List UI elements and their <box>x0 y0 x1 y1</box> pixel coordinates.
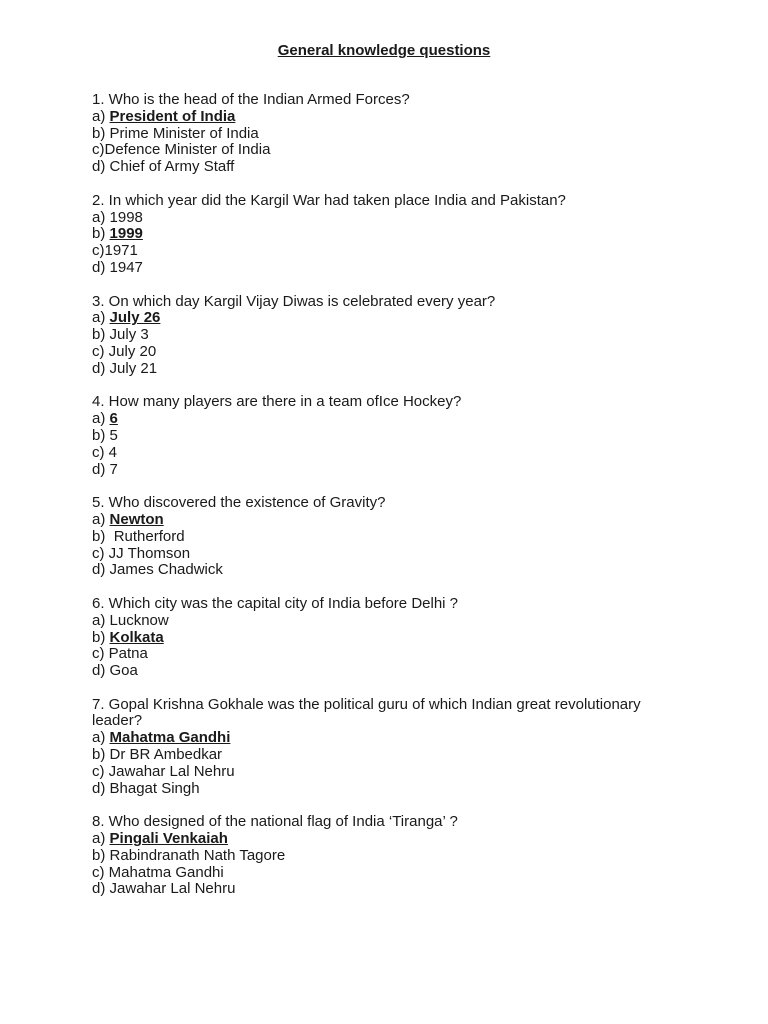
option-text: Defence Minister of India <box>104 141 271 159</box>
option-letter: b) <box>92 527 114 545</box>
answer-option <box>92 428 672 445</box>
answer-option <box>92 411 672 428</box>
answer-option <box>92 445 672 462</box>
question-block <box>92 92 672 176</box>
option-letter: b) <box>92 426 110 444</box>
answer-option <box>92 310 672 327</box>
option-letter: a) <box>92 729 110 747</box>
option-text: 7 <box>109 460 118 478</box>
answer-option <box>92 613 672 630</box>
option-letter: a) <box>92 510 110 528</box>
answer-option <box>92 142 672 159</box>
option-text: JJ Thomson <box>108 544 191 562</box>
answer-option <box>92 848 672 865</box>
option-letter: d) <box>92 359 110 377</box>
question-text: 8. Who designed of the national flag of India ‘Tiranga’ ? <box>92 813 458 831</box>
answer-option <box>92 646 672 663</box>
option-letter: d) <box>92 258 110 276</box>
question-text: 2. In which year did the Kargil War had taken place India and Pakistan? <box>92 191 566 209</box>
answer-option <box>92 562 672 579</box>
option-letter: c) <box>92 443 109 461</box>
option-text: Jawahar Lal Nehru <box>109 880 236 898</box>
question-block <box>92 697 672 798</box>
answer-option <box>92 512 672 529</box>
answer-option <box>92 226 672 243</box>
question-block <box>92 596 672 680</box>
option-letter: a) <box>92 410 110 428</box>
option-text: Lucknow <box>109 611 169 629</box>
option-text: Rutherford <box>113 527 185 545</box>
option-letter: b) <box>92 225 110 243</box>
answer-option <box>92 529 672 546</box>
answer-option <box>92 159 672 176</box>
answer-option <box>92 781 672 798</box>
question-block <box>92 814 672 898</box>
option-letter: a) <box>92 830 110 848</box>
answer-option <box>92 126 672 143</box>
option-text: Goa <box>109 662 138 680</box>
question-text: 4. How many players are there in a team ofIce Hockey? <box>92 393 462 411</box>
document-title: General knowledge questions <box>277 42 491 59</box>
correct-answer-text: Pingali Venkaiah <box>109 830 228 848</box>
question-block <box>92 193 672 277</box>
answer-option <box>92 546 672 563</box>
option-text: Chief of Army Staff <box>109 158 235 176</box>
option-letter: c) <box>92 544 109 562</box>
answer-option <box>92 630 672 647</box>
answer-option <box>92 109 672 126</box>
option-text: 4 <box>108 443 118 461</box>
correct-answer-text: Kolkata <box>109 628 164 646</box>
option-letter: a) <box>92 309 110 327</box>
answer-option <box>92 747 672 764</box>
option-text: Dr BR Ambedkar <box>109 746 223 764</box>
option-text: Patna <box>108 645 148 663</box>
correct-answer-text: President of India <box>109 107 236 125</box>
option-letter: b) <box>92 846 110 864</box>
answer-option <box>92 764 672 781</box>
option-letter: a) <box>92 107 110 125</box>
answer-option <box>92 243 672 260</box>
correct-answer-text: Mahatma Gandhi <box>109 729 231 747</box>
option-text: Prime Minister of India <box>109 124 259 142</box>
option-text: July 3 <box>109 326 149 344</box>
question-block <box>92 394 672 478</box>
answer-option <box>92 462 672 479</box>
option-letter: d) <box>92 561 110 579</box>
answer-option <box>92 327 672 344</box>
answer-option <box>92 344 672 361</box>
answer-option <box>92 865 672 882</box>
option-letter: d) <box>92 158 110 176</box>
option-letter: d) <box>92 460 110 478</box>
question-list <box>92 92 672 915</box>
question-text: 3. On which day Kargil Vijay Diwas is celebrated every year? <box>92 292 496 310</box>
option-letter: a) <box>92 611 110 629</box>
correct-answer-text: July 26 <box>109 309 161 327</box>
option-letter: c) <box>92 762 109 780</box>
question-text: 1. Who is the head of the Indian Armed Forces? <box>92 91 410 108</box>
option-letter: b) <box>92 628 110 646</box>
answer-option <box>92 831 672 848</box>
option-letter: d) <box>92 662 110 680</box>
answer-option <box>92 730 672 747</box>
option-text: Bhagat Singh <box>109 779 200 797</box>
answer-option <box>92 260 672 277</box>
question-text: 6. Which city was the capital city of India before Delhi ? <box>92 594 459 612</box>
answer-option <box>92 881 672 898</box>
option-text: Jawahar Lal Nehru <box>108 762 235 780</box>
option-letter: d) <box>92 779 110 797</box>
correct-answer-text: 1999 <box>109 225 143 243</box>
option-letter: b) <box>92 326 110 344</box>
option-text: July 20 <box>108 342 157 360</box>
option-text: Mahatma Gandhi <box>108 863 224 881</box>
option-text: 1971 <box>104 242 138 260</box>
option-letter: b) <box>92 746 110 764</box>
option-letter: d) <box>92 880 110 898</box>
question-block <box>92 294 672 378</box>
correct-answer-text: 6 <box>109 410 118 428</box>
answer-option <box>92 210 672 227</box>
answer-option <box>92 361 672 378</box>
option-letter: b) <box>92 124 110 142</box>
option-text: 5 <box>109 426 118 444</box>
option-text: 1947 <box>109 258 143 276</box>
option-text: Rabindranath Nath Tagore <box>109 846 286 864</box>
option-text: 1998 <box>109 208 143 226</box>
question-text: 5. Who discovered the existence of Gravity? <box>92 494 386 512</box>
option-text: James Chadwick <box>109 561 223 579</box>
correct-answer-text: Newton <box>109 510 164 528</box>
option-letter: a) <box>92 208 110 226</box>
option-letter: c) <box>92 141 105 159</box>
question-text: 7. Gopal Krishna Gokhale was the political guru of which Indian great revolutionary leader? <box>92 695 645 730</box>
option-letter: c) <box>92 242 105 260</box>
option-text: July 21 <box>109 359 158 377</box>
answer-option <box>92 663 672 680</box>
option-letter: c) <box>92 645 109 663</box>
option-letter: c) <box>92 342 109 360</box>
question-block <box>92 495 672 579</box>
option-letter: c) <box>92 863 109 881</box>
